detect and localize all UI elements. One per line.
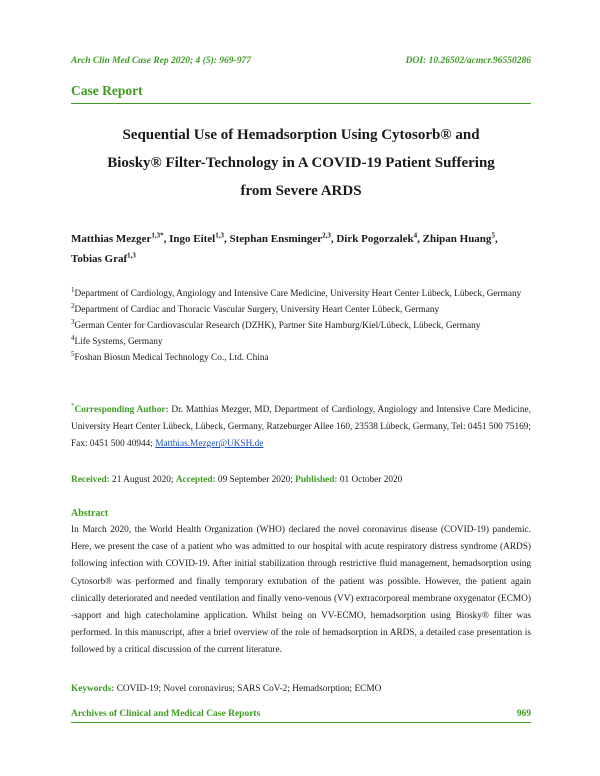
paper-title: [71, 121, 531, 205]
author-list: Matthias Mezger$^{1,3*}$, Ingo Eitel$^{1,3}$, Stephan Ensminger$^{2,3}$, Dirk Pogorzalek$^4$, Zhipan Huang$^5$, Tobias Graf$^{1,3}$: [71, 231, 498, 265]
title-line-1: Sequential Use of Hemadsorption Using Cytosorb® and: [122, 127, 480, 143]
affiliation: $^3$German Center for Cardiovascular Research (DZHK), Partner Site Hamburg/Kiel/Lübeck, Lübeck, Germany: [71, 317, 481, 331]
corresponding-text: Dr. Matthias Mezger, MD, Department of Cardiology, Angiology and Intensive Care Medicine, University Heart Center Lübeck, Lübeck, Germany, Ratzeburger Allee 160, 23538 Lübeck, Germany, Tel: 0451 500 75169; Fax: 0451 500 40944;: [71, 405, 531, 449]
publication-dates: Received: 21 August 2020; Accepted: 09 September 2020; Published: 01 October 2020: [71, 475, 403, 485]
journal-name: Archives of Clinical and Medical Case Reports: [71, 709, 261, 719]
affiliation: $^5$Foshan Biosun Medical Technology Co., Ltd. China: [71, 349, 269, 363]
abstract-heading: Abstract: [71, 508, 109, 519]
corresponding-author: *Corresponding Author: Dr. Matthias Mezger, MD, Department of Cardiology, Angiology and Intensive Care Medicine, University Heart Center Lübeck, Lübeck, Germany, Ratzeburger Allee 160, 23538 Lübeck, Germany, Tel: 0451 500 75169; Fax: 0451 500 40944; Matthias.Mezger@UKSH.de: [71, 401, 531, 449]
author: Matthias Mezger$^{1,3*}$: [71, 231, 164, 245]
author: Dirk Pogorzalek$^4$: [336, 231, 418, 245]
doi: DOI: 10.26502/acmcr.96550286: [405, 56, 531, 66]
author: Zhipan Huang$^5$: [422, 231, 495, 245]
running-header: [71, 56, 531, 66]
accepted-date: 09 September 2020;: [215, 475, 296, 485]
footer-rule: [71, 722, 531, 723]
received-date: 21 August 2020;: [109, 475, 176, 485]
keywords: [71, 684, 531, 694]
keywords-label: Keywords:: [71, 684, 115, 694]
author: Stephan Ensminger$^{2,3}$: [229, 231, 331, 245]
author: Tobias Graf$^{1,3}$: [71, 251, 136, 265]
keywords-text: COVID-19; Novel coronavirus; SARS CoV-2; Hemadsorption; ECMO: [114, 684, 382, 694]
affiliations: [71, 286, 531, 366]
author: Ingo Eitel$^{1,3}$: [169, 231, 224, 245]
email-link[interactable]: Matthias.Mezger@UKSH.de: [155, 439, 264, 449]
affiliation: $^4$Life Systems, Germany: [71, 333, 163, 347]
affiliation: $^1$Department of Cardiology, Angiology and Intensive Care Medicine, University Heart Center Lübeck, Lübeck, Germany: [71, 285, 522, 299]
affiliation: $^2$Department of Cardiac and Thoracic Vascular Surgery, University Heart Center Lübeck, Germany: [71, 301, 440, 315]
title-line-3: from Severe ARDS: [240, 183, 362, 199]
published-date: 01 October 2020: [337, 475, 403, 485]
page-footer: [71, 709, 531, 719]
article-type: Case Report: [71, 83, 143, 98]
title-line-2: Biosky® Filter-Technology in A COVID-19 Patient Suffering: [107, 155, 495, 171]
citation: Arch Clin Med Case Rep 2020; 4 (5): 969-977: [71, 56, 251, 66]
page-number: 969: [516, 709, 531, 719]
abstract-body: In March 2020, the World Health Organization (WHO) declared the novel coronavirus disease (COVID-19) pandemic. Here, we present the case of a patient who was admitted to our hospital with acute respiratory distress syndrome (ARDS) following infection with COVID-19. After initial stabilization through restrictive fluid management, hemadsorption using Cytosorb® was performed and finally temporary extubation of the patient was possible. However, the patient again clinically deteriorated and needed ventilation and finally veno-venous (VV) extracorporeal membrane oxygenator (ECMO) -sapport and high catecholamine application. Whilst being on VV-ECMO, hemadsorption using Biosky® filter was performed. In this manuscript, after a brief overview of the role of hemadsorption in ARDS, a detailed case presentation is followed by a critical discussion of the current literature.: [71, 525, 531, 656]
corresponding-label: Corresponding Author:: [74, 405, 169, 415]
header-rule: [71, 103, 531, 104]
